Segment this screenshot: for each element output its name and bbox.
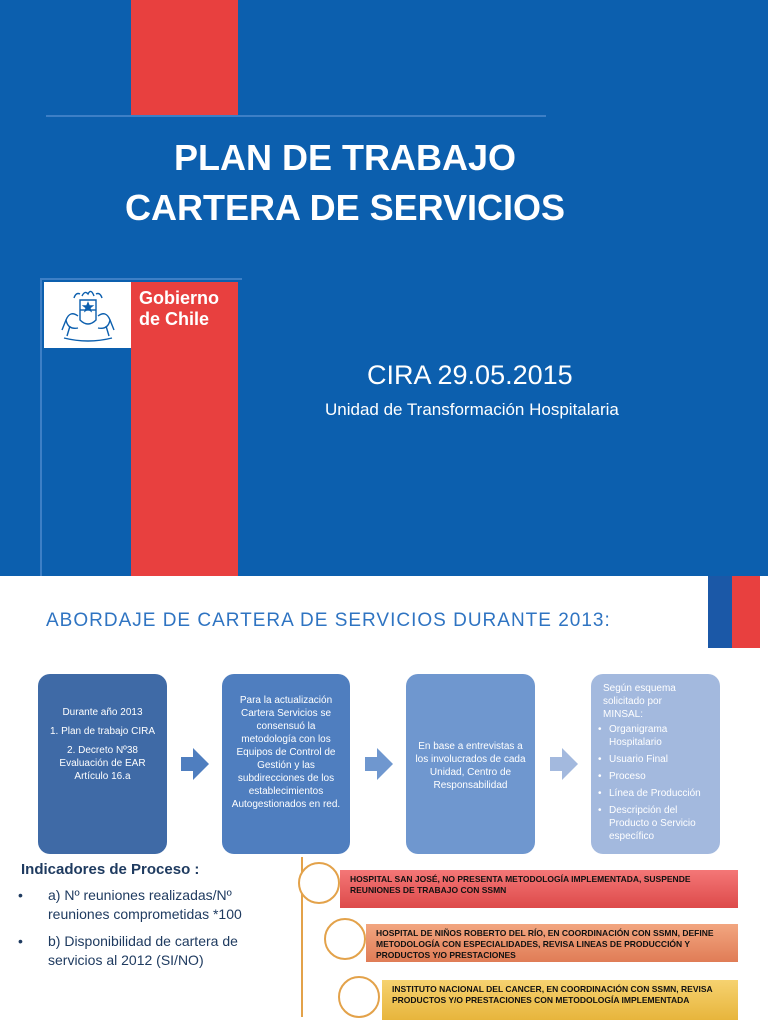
bullet-circle: [298, 862, 340, 904]
divider-line: [46, 115, 546, 117]
status-bar-2: HOSPITAL DE NIÑOS ROBERTO DEL RÍO, EN COORDINACIÓN CON SSMN, DEFINE METODOLOGÍA CON ESPECIALIDADES, REVISA LINEAS DE PRODUCCIÓN Y PRODUCTOS Y/O PRESTACIONES: [366, 924, 738, 962]
presentation-subtitle: Unidad de Transformación Hospitalaria: [325, 400, 619, 419]
title-line-1: PLAN DE TRABAJO: [173, 137, 517, 178]
box4-intro: Según esquema solicitado por MINSAL:: [603, 683, 676, 720]
list-item: • Organigrama Hospitalario: [597, 723, 712, 749]
bullet-circle: [324, 918, 366, 960]
process-box-4: [591, 674, 720, 854]
bullet-circle: [338, 976, 380, 1018]
slide-heading: ABORDAJE DE CARTERA DE SERVICIOS DURANTE 2013:: [46, 610, 611, 631]
top-red-band: [131, 0, 238, 115]
box1-line-1: Durante año 2013: [62, 707, 143, 718]
content-slide: [0, 576, 768, 1024]
corner-blue-band: [708, 576, 732, 648]
logo-line-1: Gobierno: [139, 288, 219, 308]
list-item: • b) Disponibilidad de cartera de servicios al 2012 (SI/NO): [18, 933, 238, 968]
list-item: • Proceso: [597, 770, 712, 783]
status-bar-3: INSTITUTO NACIONAL DEL CANCER, EN COORDINACIÓN CON SSMN, REVISA PRODUCTOS Y/O PRESTACIONES CON METODOLOGÍA IMPLEMENTADA: [382, 980, 738, 1020]
status-bar-1: HOSPITAL SAN JOSÉ, NO PRESENTA METODOLOGÍA IMPLEMENTADA, SUSPENDE REUNIONES DE TRABAJO CON SSMN: [340, 870, 738, 908]
indicators-list: [18, 886, 288, 978]
box1-line-2: 1. Plan de trabajo CIRA: [49, 726, 156, 737]
slide-title: [60, 133, 630, 233]
list-item: • a) Nº reuniones realizadas/Nº reuniones comprometidas *100: [18, 887, 242, 922]
list-item: • Línea de Producción: [597, 787, 712, 800]
process-box-2: [222, 674, 350, 854]
indicator-text: a) Nº reuniones realizadas/Nº reuniones comprometidas *100: [48, 887, 242, 922]
box2-text: Para la actualización Cartera Servicios se consensuó la metodología con los Equipos de Control de Gestión y las subdirecciones de los establecimientos Autogestionados en red.: [231, 695, 341, 810]
box1-line-3: 2. Decreto Nº38 Evaluación de EAR Artículo 16.a: [59, 745, 146, 782]
presentation-date: CIRA 29.05.2015: [367, 360, 573, 390]
corner-red-band: [732, 576, 760, 648]
government-logo-text: [139, 288, 219, 330]
process-box-1: [38, 674, 167, 854]
list-item: • Usuario Final: [597, 753, 712, 766]
indicators-title: Indicadores de Proceso :: [21, 861, 200, 878]
chile-coat-of-arms-icon: [52, 286, 124, 344]
box3-text: En base a entrevistas a los involucrados de cada Unidad, Centro de Responsabilidad: [415, 741, 526, 791]
list-item: • Descripción del Producto o Servicio específico: [597, 804, 712, 843]
box4-list: [597, 723, 712, 843]
process-box-3: [406, 674, 535, 854]
title-line-2: CARTERA DE SERVICIOS: [124, 187, 566, 228]
logo-line-2: de Chile: [139, 309, 210, 329]
indicator-text: b) Disponibilidad de cartera de servicios al 2012 (SI/NO): [48, 933, 238, 968]
